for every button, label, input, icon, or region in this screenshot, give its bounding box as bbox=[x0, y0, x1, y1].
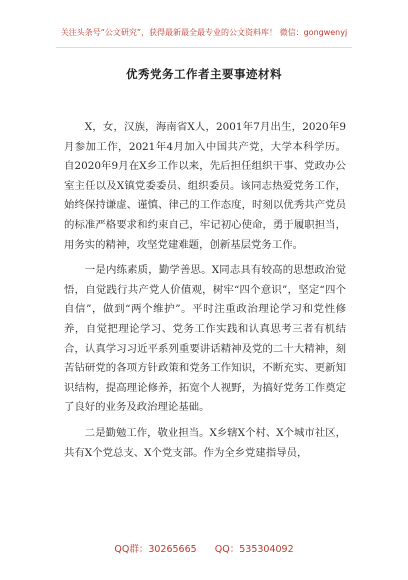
document-body bbox=[64, 118, 346, 469]
paragraph-study: 一是内练素质，勤学善思。X同志具有较高的思想政治觉悟，自觉践行共产党人价值观，树牢“四个意识”，坚定“四个自信”，做到“两个维护”。平时注重政治理论学习和党性修养，自觉把理论学习、党务工作实践和认真思考三者有机结合，认真学习习近平系列重要讲话精神及党的二十大精神，刻苦钻研党的各项方针政策和党务工作知识，不断充实、更新知识结构，提高理论修养，拓宽个人视野，为搞好党务工作奠定了良好的业务及政治理论基础。 bbox=[64, 264, 346, 414]
header-banner bbox=[0, 0, 408, 66]
header-divider bbox=[56, 47, 352, 48]
paragraph-intro: X，女，汉族，海南省X人，2001年7月出生，2020年9月参加工作，2021年4月加入中国共产党，大学本科学历。自2020年9月在X乡工作以来，先后担任组织干事、党政办公室主任以及X镇党委委员、组织委员。该同志热爱党务工作，始终保持谦虚、谨慎、律己的工作态度，时刻以优秀共产党员的标准严格要求和约束自己，牢记初心使命，勇于履职担当，用务实的精神，攻坚党建难题，创新基层党务工作。 bbox=[64, 121, 346, 251]
paragraph-work: 二是勤勉工作，敬业担当。X乡辖X个村、X个城市社区，共有X个党总支、X个党支部。作为全乡党建指导员， bbox=[64, 426, 346, 459]
footer-contact: QQ群：30265665 QQ：535304092 bbox=[114, 544, 294, 555]
document-title: 优秀党务工作者主要事迹材料 bbox=[126, 67, 282, 81]
header-note: 关注头条号“公文研究”，获得最新最全最专业的公文资料库！ 微信：gongwenyj bbox=[60, 28, 348, 37]
footer-banner bbox=[0, 540, 408, 580]
document-page bbox=[0, 66, 408, 540]
